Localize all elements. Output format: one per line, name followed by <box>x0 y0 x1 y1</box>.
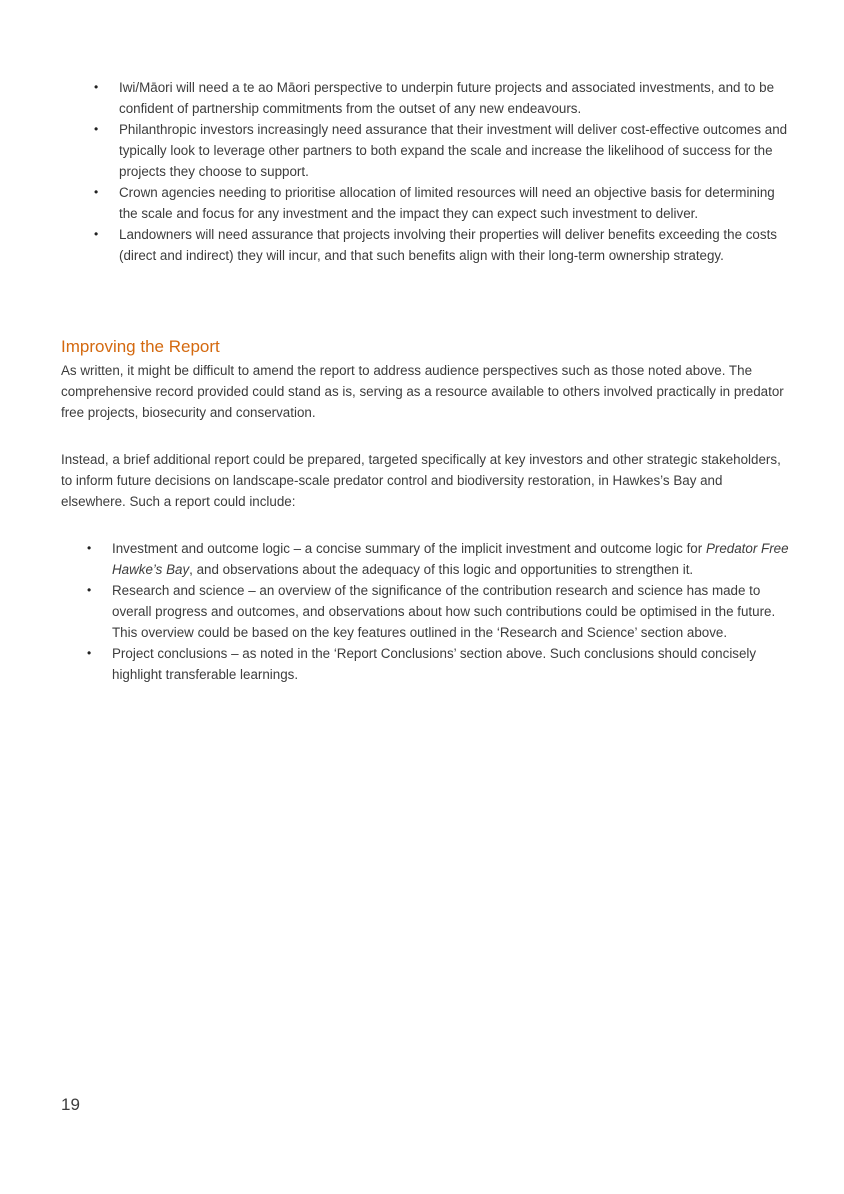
bullet-text-philanthropic: Philanthropic investors increasingly need assurance that their investment will deliver cost-effective outcomes and typically look to leverage other partners to both expand the scale and increase the likelihood of success for the projects they choose to support. <box>119 122 788 179</box>
list-item <box>94 77 794 119</box>
bullet-text-iwi-maori: Iwi/Māori will need a te ao Māori perspective to underpin future projects and associated investments, and to be confident of partnership commitments from the outset of any new endeavours. <box>119 80 775 116</box>
project-name-italic: Predator Free Hawke’s Bay <box>112 541 789 577</box>
list-item <box>87 580 792 643</box>
text-segment: Investment and outcome logic – a concise summary of the implicit investment and outcome logic for <box>112 541 706 556</box>
bullet-text-landowners: Landowners will need assurance that projects involving their properties will deliver benefits exceeding the costs (direct and indirect) they will incur, and that such benefits align with their long-term ownership strategy. <box>119 227 777 263</box>
text-segment: , and observations about the adequacy of this logic and opportunities to strengthen it. <box>189 562 694 577</box>
bullet-icon: • <box>87 583 92 597</box>
list-item <box>87 538 792 580</box>
bullet-icon: • <box>94 227 99 241</box>
list-item <box>87 643 792 685</box>
bullet-icon: • <box>94 185 99 199</box>
list-item <box>94 119 794 182</box>
paragraph-as-written: As written, it might be difficult to amend the report to address audience perspectives such as those noted above. The comprehensive record provided could stand as is, serving as a resource available to others involved practically in predator free projects, biosecurity and conservation. <box>61 363 784 420</box>
report-contents-list <box>87 538 792 685</box>
bullet-icon: • <box>94 122 99 136</box>
bullet-text-investment-logic <box>112 541 789 577</box>
bullet-icon: • <box>87 646 92 660</box>
list-item <box>94 182 794 224</box>
bullet-text-crown-agencies: Crown agencies needing to prioritise allocation of limited resources will need an objective basis for determining the scale and focus for any investment and the impact they can expect such investment to deliver. <box>119 185 775 221</box>
bullet-icon: • <box>94 80 99 94</box>
bullet-text-project-conclusions: Project conclusions – as noted in the ‘Report Conclusions’ section above. Such conclusions should concisely highlight transferable learnings. <box>112 646 757 682</box>
page-number: 19 <box>61 1095 80 1114</box>
section-heading: Improving the Report <box>61 337 220 356</box>
audience-needs-list <box>94 77 794 266</box>
paragraph-instead: Instead, a brief additional report could be prepared, targeted specifically at key investors and other strategic stakeholders, to inform future decisions on landscape-scale predator control and biodiversity restoration, in Hawkes’s Bay and elsewhere. Such a report could include: <box>61 452 781 509</box>
bullet-text-research-science: Research and science – an overview of the significance of the contribution research and science has made to overall progress and outcomes, and observations about how such contributions could be optimised in the future. This overview could be based on the key features outlined in the ‘Research and Science’ section above. <box>112 583 776 640</box>
bullet-icon: • <box>87 541 92 555</box>
list-item <box>94 224 794 266</box>
